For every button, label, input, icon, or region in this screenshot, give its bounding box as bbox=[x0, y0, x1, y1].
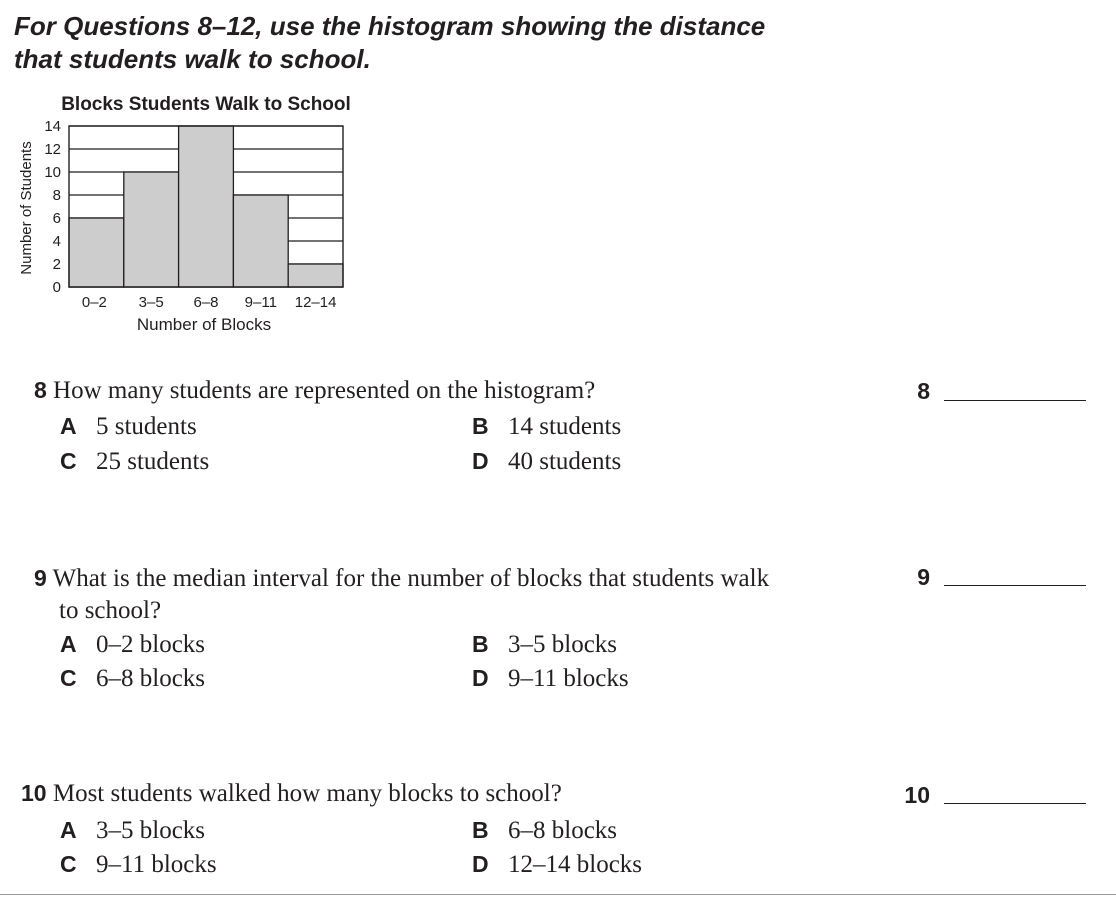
option-text: 5 students bbox=[96, 413, 197, 440]
chart-ylabel: Number of Students bbox=[18, 141, 35, 275]
bar-12–14 bbox=[288, 264, 343, 287]
y-tick-label: 14 bbox=[44, 118, 61, 135]
option-text: 40 students bbox=[508, 448, 622, 475]
option-9-d[interactable] bbox=[472, 665, 629, 693]
histogram-chart bbox=[0, 88, 380, 340]
option-text: 6–8 blocks bbox=[96, 665, 206, 692]
option-letter: A bbox=[60, 817, 77, 843]
question-text-line-2: to school? bbox=[59, 597, 162, 624]
question-number: 8 bbox=[34, 377, 47, 403]
question-text: Most students walked how many blocks to school? bbox=[52, 780, 562, 807]
question-10 bbox=[21, 780, 562, 808]
option-letter: D bbox=[472, 851, 489, 877]
question-9 bbox=[34, 562, 864, 627]
option-text: 6–8 blocks bbox=[508, 817, 618, 844]
option-9-b[interactable] bbox=[472, 631, 617, 659]
x-tick-label: 9–11 bbox=[244, 294, 277, 311]
bar-0–2 bbox=[69, 218, 124, 287]
option-8-d[interactable] bbox=[472, 448, 621, 476]
option-text: 3–5 blocks bbox=[508, 631, 618, 658]
question-text: What is the median interval for the number of blocks that students walk bbox=[52, 565, 770, 592]
option-letter: A bbox=[60, 631, 77, 657]
chart-title: Blocks Students Walk to School bbox=[61, 94, 351, 115]
option-text: 9–11 blocks bbox=[508, 665, 629, 692]
x-tick-label: 3–5 bbox=[138, 294, 164, 311]
question-8 bbox=[34, 377, 595, 405]
option-letter: D bbox=[472, 448, 489, 474]
option-text: 25 students bbox=[96, 448, 210, 475]
chart-y-ticks bbox=[44, 118, 61, 296]
y-tick-label: 8 bbox=[52, 187, 61, 204]
option-letter: B bbox=[472, 631, 489, 657]
option-text: 14 students bbox=[508, 413, 622, 440]
option-text: 12–14 blocks bbox=[508, 851, 643, 878]
option-10-a[interactable] bbox=[60, 817, 205, 845]
question-number: 10 bbox=[21, 780, 47, 806]
answer-label-10: 10 bbox=[904, 782, 930, 808]
option-9-c[interactable] bbox=[60, 665, 205, 693]
answer-blank-10[interactable] bbox=[944, 803, 1086, 804]
y-tick-label: 4 bbox=[52, 233, 61, 250]
chart-xlabel: Number of Blocks bbox=[136, 315, 272, 334]
option-letter: B bbox=[472, 413, 489, 439]
answer-blank-9[interactable] bbox=[944, 585, 1086, 586]
instructions-line-1: For Questions 8–12, use the histogram showing the distance bbox=[14, 11, 766, 41]
bar-6–8 bbox=[179, 126, 234, 287]
bar-9–11 bbox=[233, 195, 288, 287]
option-10-c[interactable] bbox=[60, 851, 217, 879]
option-letter: D bbox=[472, 665, 489, 691]
option-10-b[interactable] bbox=[472, 817, 617, 845]
bar-3–5 bbox=[124, 172, 179, 287]
question-number: 9 bbox=[34, 565, 47, 591]
y-tick-label: 2 bbox=[52, 256, 61, 273]
answer-label-8: 8 bbox=[917, 378, 930, 404]
y-tick-label: 0 bbox=[52, 279, 61, 296]
question-text: How many students are represented on the histogram? bbox=[53, 377, 596, 404]
option-8-a[interactable] bbox=[60, 413, 197, 441]
chart-bars bbox=[69, 126, 343, 287]
option-text: 3–5 blocks bbox=[96, 817, 206, 844]
option-letter: B bbox=[472, 817, 489, 843]
y-tick-label: 6 bbox=[52, 210, 61, 227]
option-letter: A bbox=[60, 413, 77, 439]
option-8-c[interactable] bbox=[60, 448, 209, 476]
option-letter: C bbox=[60, 851, 77, 877]
option-text: 0–2 blocks bbox=[96, 631, 206, 658]
option-9-a[interactable] bbox=[60, 631, 205, 659]
option-8-b[interactable] bbox=[472, 413, 621, 441]
page-bottom-rule bbox=[0, 894, 1116, 895]
answer-label-9: 9 bbox=[917, 564, 930, 590]
chart-x-ticks bbox=[82, 294, 337, 311]
answer-blank-8[interactable] bbox=[944, 400, 1086, 401]
instructions bbox=[14, 10, 765, 76]
option-text: 9–11 blocks bbox=[96, 851, 217, 878]
y-tick-label: 10 bbox=[44, 164, 61, 181]
x-tick-label: 6–8 bbox=[193, 294, 219, 311]
option-10-d[interactable] bbox=[472, 851, 642, 879]
x-tick-label: 12–14 bbox=[294, 294, 337, 311]
x-tick-label: 0–2 bbox=[81, 294, 107, 311]
option-letter: C bbox=[60, 448, 77, 474]
instructions-line-2: that students walk to school. bbox=[14, 44, 371, 74]
option-letter: C bbox=[60, 665, 77, 691]
y-tick-label: 12 bbox=[44, 141, 61, 158]
